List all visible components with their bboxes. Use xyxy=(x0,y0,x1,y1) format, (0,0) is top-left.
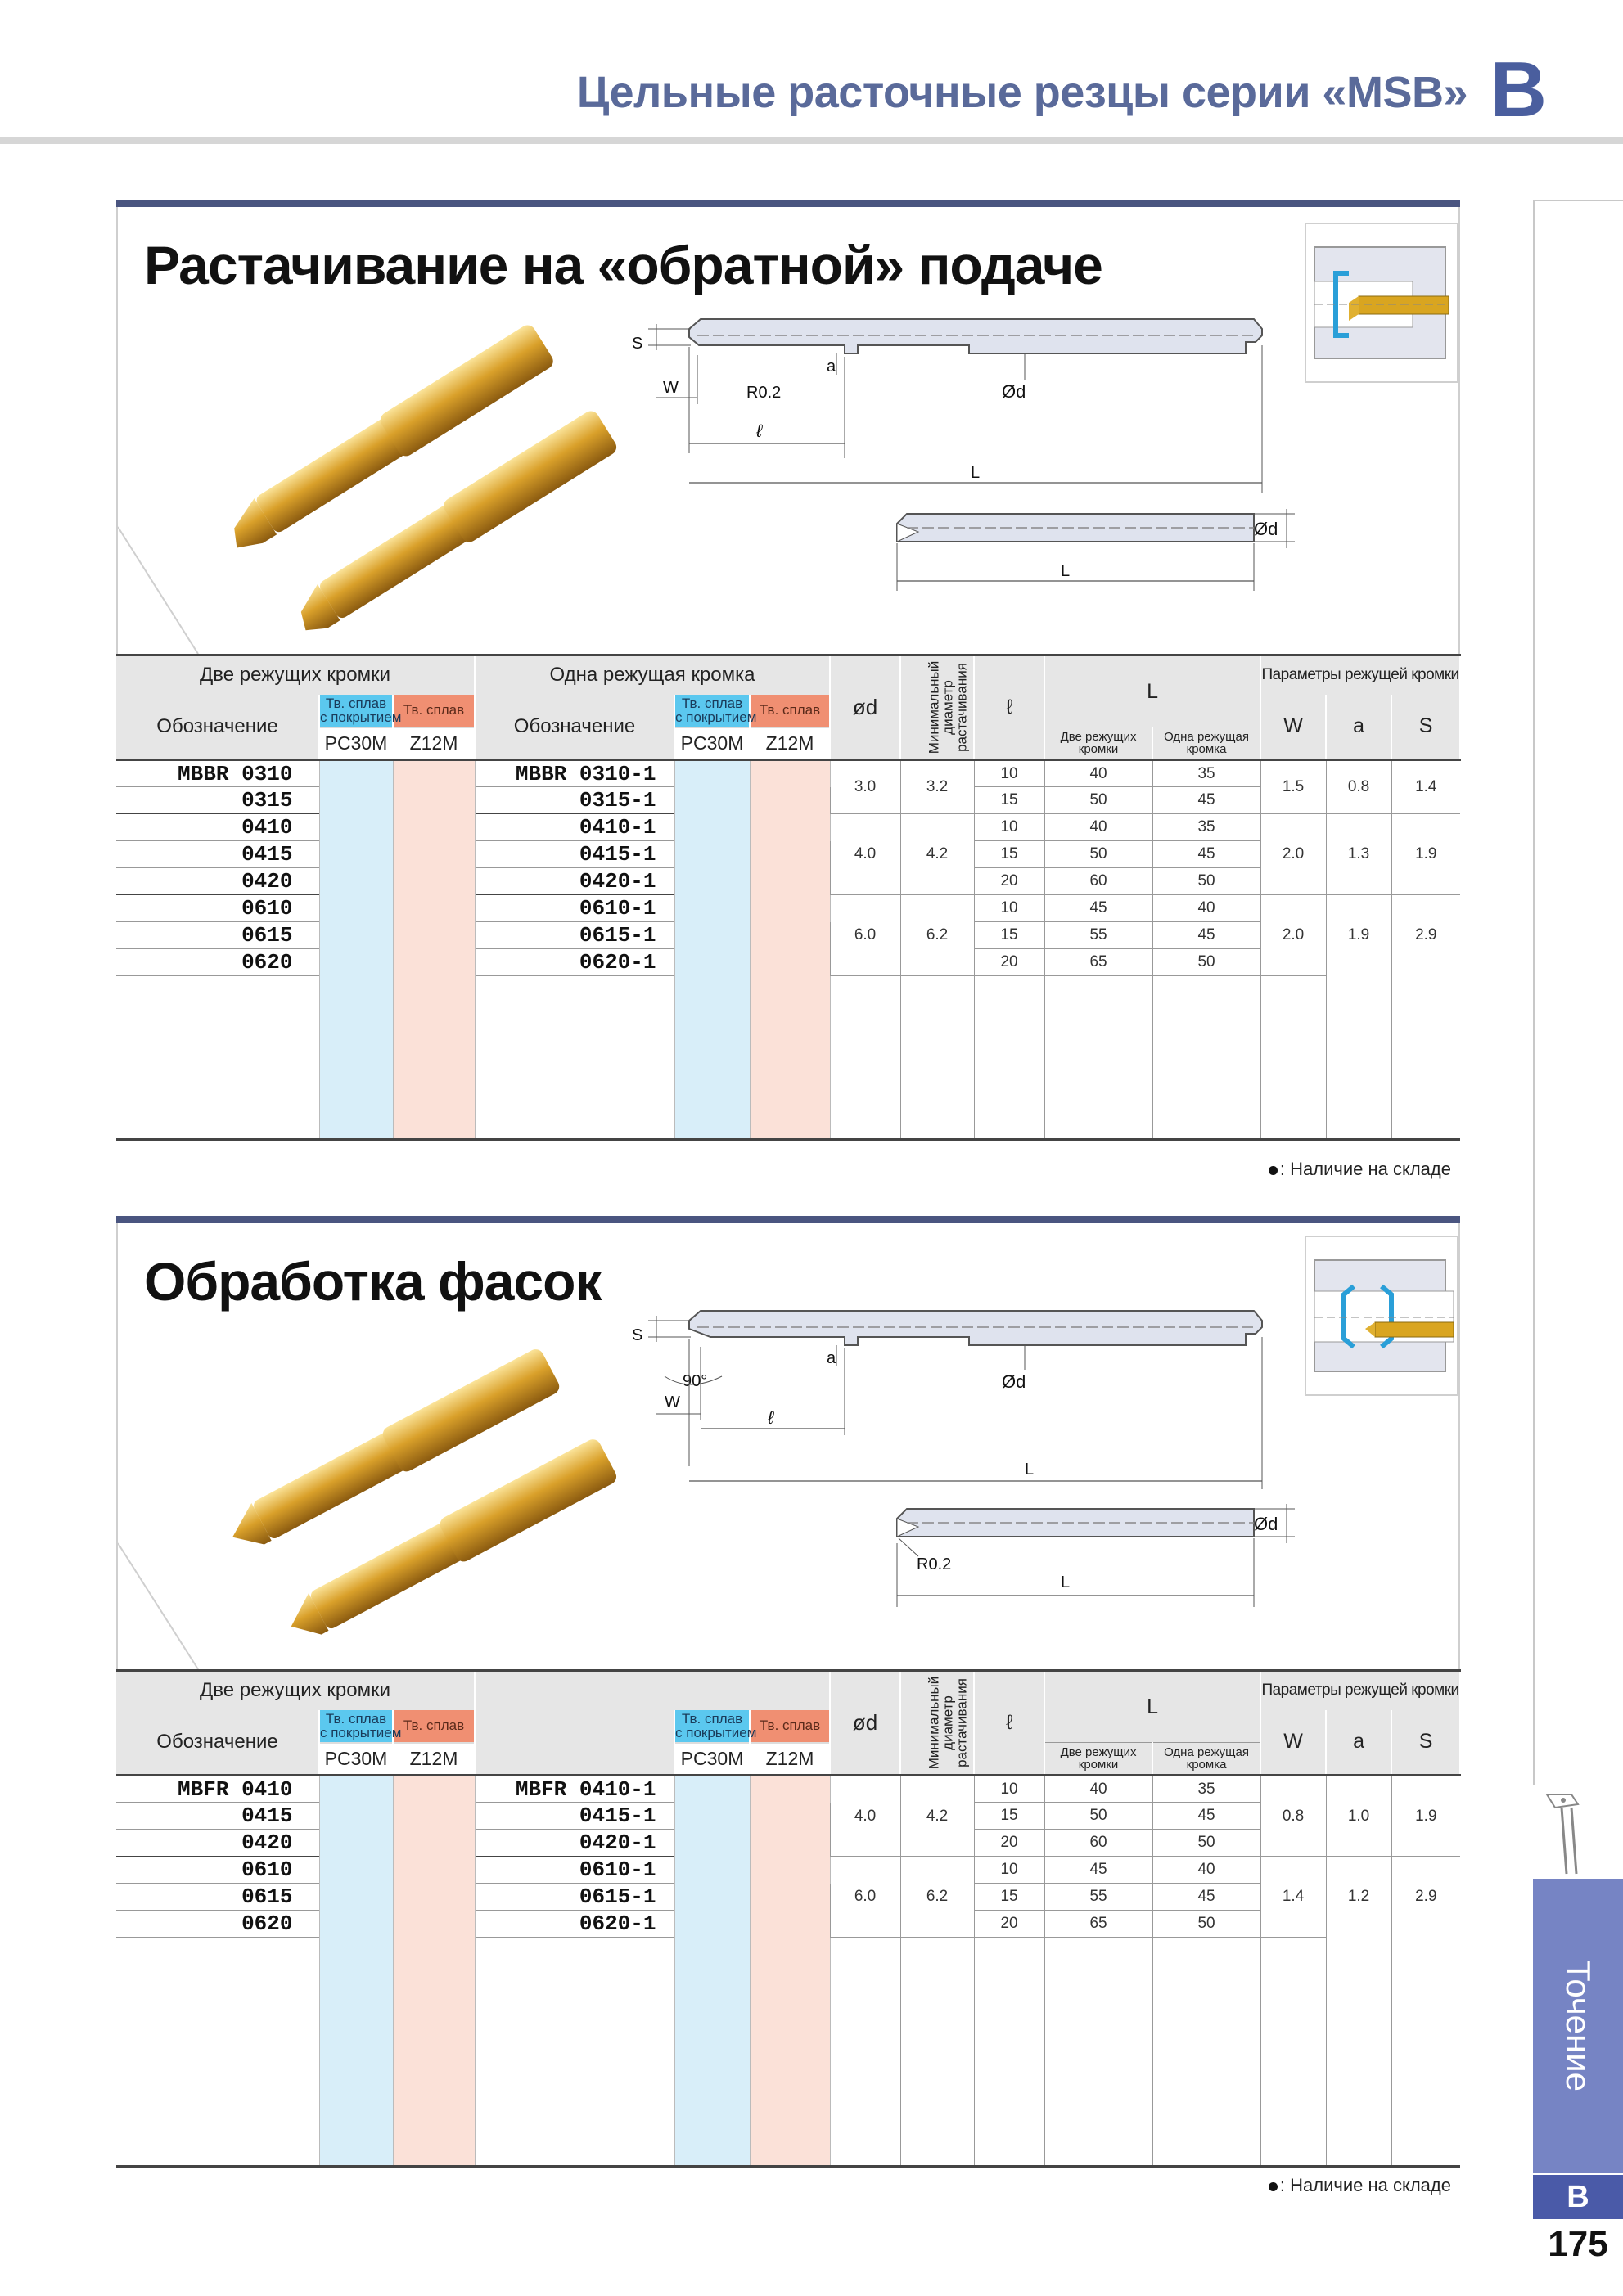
header-carbide: Тв. сплав xyxy=(393,1710,475,1743)
header-od: ød xyxy=(830,655,900,760)
designation-one: MBBR 0310-1 xyxy=(515,761,656,786)
grade-pc30m: PC30M xyxy=(319,1743,393,1776)
header-w: W xyxy=(1260,695,1326,760)
header-l-small: ℓ xyxy=(974,1671,1044,1776)
table-row: 0610 0610-1 6.0 6.2 10 45 40 2.0 1.9 2.9 xyxy=(116,895,1460,922)
grade-pc30m-2: PC30M xyxy=(674,1743,750,1776)
page-header xyxy=(0,0,1623,147)
header-w: W xyxy=(1260,1710,1326,1776)
table-row: 0615 0615-1 15 55 45 xyxy=(116,1884,1460,1911)
label-w: W xyxy=(665,1393,680,1411)
header-l-two: Две режущих кромки xyxy=(1044,1743,1152,1776)
label-s: S xyxy=(632,335,643,353)
header-one-edge: Одна режущая кромка xyxy=(475,655,830,695)
designation-two: MBBR 0310 xyxy=(178,761,293,786)
label-w: W xyxy=(663,379,679,397)
header-carbide: Тв. сплав xyxy=(393,695,475,727)
header-blank xyxy=(475,1671,830,1710)
label-l-small: ℓ xyxy=(768,1407,774,1428)
label-od-2: Ød xyxy=(1254,1514,1278,1534)
header-two-edges: Две режущих кромки xyxy=(116,1671,475,1710)
header-l-small: ℓ xyxy=(974,655,1044,760)
header-designation-2: Обозначение xyxy=(475,695,674,760)
frame-corner-line xyxy=(116,1543,198,1669)
section-chamfering xyxy=(116,1216,1460,1669)
grade-z12m-2: Z12M xyxy=(750,1743,830,1776)
stock-dot-icon xyxy=(1269,2182,1278,2191)
header-l-two: Две режущих кромки xyxy=(1044,727,1152,760)
label-s: S xyxy=(632,1326,643,1344)
header-min-bore: Минимальный диаметр растачивания xyxy=(900,1671,974,1776)
header-designation: Обозначение xyxy=(116,1710,319,1776)
grade-pc30m-2: PC30M xyxy=(674,727,750,760)
header-s: S xyxy=(1391,1710,1460,1776)
grade-z12m: Z12M xyxy=(393,727,475,760)
product-table-chamfering xyxy=(116,1669,1461,2168)
header-l-big: L xyxy=(1044,1671,1260,1743)
header-a: a xyxy=(1326,695,1391,760)
header-coated-carbide: Тв. сплав с покрытием xyxy=(319,1710,393,1743)
header-designation: Обозначение xyxy=(116,695,319,760)
grade-z12m-2: Z12M xyxy=(750,727,830,760)
grade-z12m: Z12M xyxy=(393,1743,475,1776)
label-od: Ød xyxy=(1002,381,1026,402)
header-edge-params: Параметры режущей кромки xyxy=(1260,1671,1460,1710)
table-row: 0420 0420-1 20 60 50 xyxy=(116,868,1460,895)
header-s: S xyxy=(1391,695,1460,760)
table-filler-row xyxy=(116,1938,1460,2167)
header-min-bore: Минимальный диаметр растачивания xyxy=(900,655,974,760)
header-l-big: L xyxy=(1044,655,1260,727)
page-title: Цельные расточные резцы серии «MSB» xyxy=(576,68,1467,117)
table-row: 0415 0415-1 15 50 45 xyxy=(116,841,1460,868)
tool-photo xyxy=(190,322,648,592)
section-title: Растачивание на «обратной» подаче xyxy=(144,235,1102,295)
table-row: 0610 0610-1 6.0 6.2 10 45 40 1.4 1.2 2.9 xyxy=(116,1857,1460,1884)
stock-note: : Наличие на складе xyxy=(1269,1159,1451,1180)
section-back-boring xyxy=(116,200,1460,654)
table-row: 0315 0315-1 15 50 45 xyxy=(116,787,1460,814)
section-top-bar xyxy=(116,200,1460,207)
header-carbide-2: Тв. сплав xyxy=(750,1710,830,1743)
header-l-one: Одна режущая кромка xyxy=(1152,1743,1260,1776)
page-number: 175 xyxy=(1548,2224,1608,2264)
label-l-big: L xyxy=(1025,1461,1035,1479)
header-coated-carbide: Тв. сплав с покрытием xyxy=(319,695,393,727)
header-designation-2-blank xyxy=(475,1710,674,1776)
label-a: a xyxy=(827,1349,836,1367)
stock-note: : Наличие на складе xyxy=(1269,2175,1451,2196)
label-l-big-2: L xyxy=(1061,562,1071,580)
label-l-small: ℓ xyxy=(756,421,763,441)
label-l-big: L xyxy=(971,464,981,482)
tool-dimension-drawing xyxy=(615,1298,1311,1633)
table-row: 0620 0620-1 20 65 50 xyxy=(116,1911,1460,1938)
label-od: Ød xyxy=(1002,1371,1026,1392)
side-margin-rule xyxy=(1533,200,1623,1785)
frame-corner-line xyxy=(116,527,198,654)
header-od: ød xyxy=(830,1671,900,1776)
header-coated-carbide-2: Тв. сплав с покрытием xyxy=(674,695,750,727)
table-row: 0410 0410-1 4.0 4.2 10 40 35 2.0 1.3 1.9 xyxy=(116,814,1460,841)
header-l-one: Одна режущая кромка xyxy=(1152,727,1260,760)
designation-two: MBFR 0410 xyxy=(178,1776,293,1802)
label-r: R0.2 xyxy=(746,384,782,402)
header-two-edges: Две режущих кромки xyxy=(116,655,475,695)
label-l-big-2: L xyxy=(1061,1573,1071,1591)
header-a: a xyxy=(1326,1710,1391,1776)
label-a: a xyxy=(827,358,836,376)
operation-pictogram xyxy=(1305,223,1458,383)
operation-pictogram xyxy=(1305,1236,1458,1396)
section-title: Обработка фасок xyxy=(144,1251,602,1312)
section-top-bar xyxy=(116,1216,1460,1223)
table-filler-row xyxy=(116,976,1460,1140)
table-row: 0420 0420-1 20 60 50 xyxy=(116,1830,1460,1857)
designation-one: MBFR 0410-1 xyxy=(515,1776,656,1802)
chapter-letter: B xyxy=(1490,46,1547,133)
table-row: 0615 0615-1 15 55 45 xyxy=(116,922,1460,949)
stock-dot-icon xyxy=(1269,1166,1278,1175)
header-divider xyxy=(0,137,1623,144)
tool-photo xyxy=(190,1339,648,1609)
label-od-2: Ød xyxy=(1254,519,1278,539)
table-row: 0415 0415-1 15 50 45 xyxy=(116,1803,1460,1830)
header-carbide-2: Тв. сплав xyxy=(750,695,830,727)
product-table-back-boring xyxy=(116,654,1461,1141)
label-r: R0.2 xyxy=(917,1555,952,1573)
table-row: MBBR 0310 MBBR 0310-1 3.0 3.2 10 40 35 1.5 0.8 1.4 xyxy=(116,760,1460,787)
chapter-tab-label: Точение xyxy=(1559,1960,1598,2092)
grade-pc30m: PC30M xyxy=(319,727,393,760)
header-edge-params: Параметры режущей кромки xyxy=(1260,655,1460,695)
label-angle: 90° xyxy=(683,1372,708,1390)
turning-tool-icon xyxy=(1539,1788,1588,1878)
table-row: MBFR 0410 MBFR 0410-1 4.0 4.2 10 40 35 0.8 1.0 1.9 xyxy=(116,1776,1460,1803)
chapter-tab-letter: B xyxy=(1533,2175,1623,2219)
header-coated-carbide-2: Тв. сплав с покрытием xyxy=(674,1710,750,1743)
tool-dimension-drawing xyxy=(615,306,1311,633)
table-row: 0620 0620-1 20 65 50 xyxy=(116,949,1460,976)
